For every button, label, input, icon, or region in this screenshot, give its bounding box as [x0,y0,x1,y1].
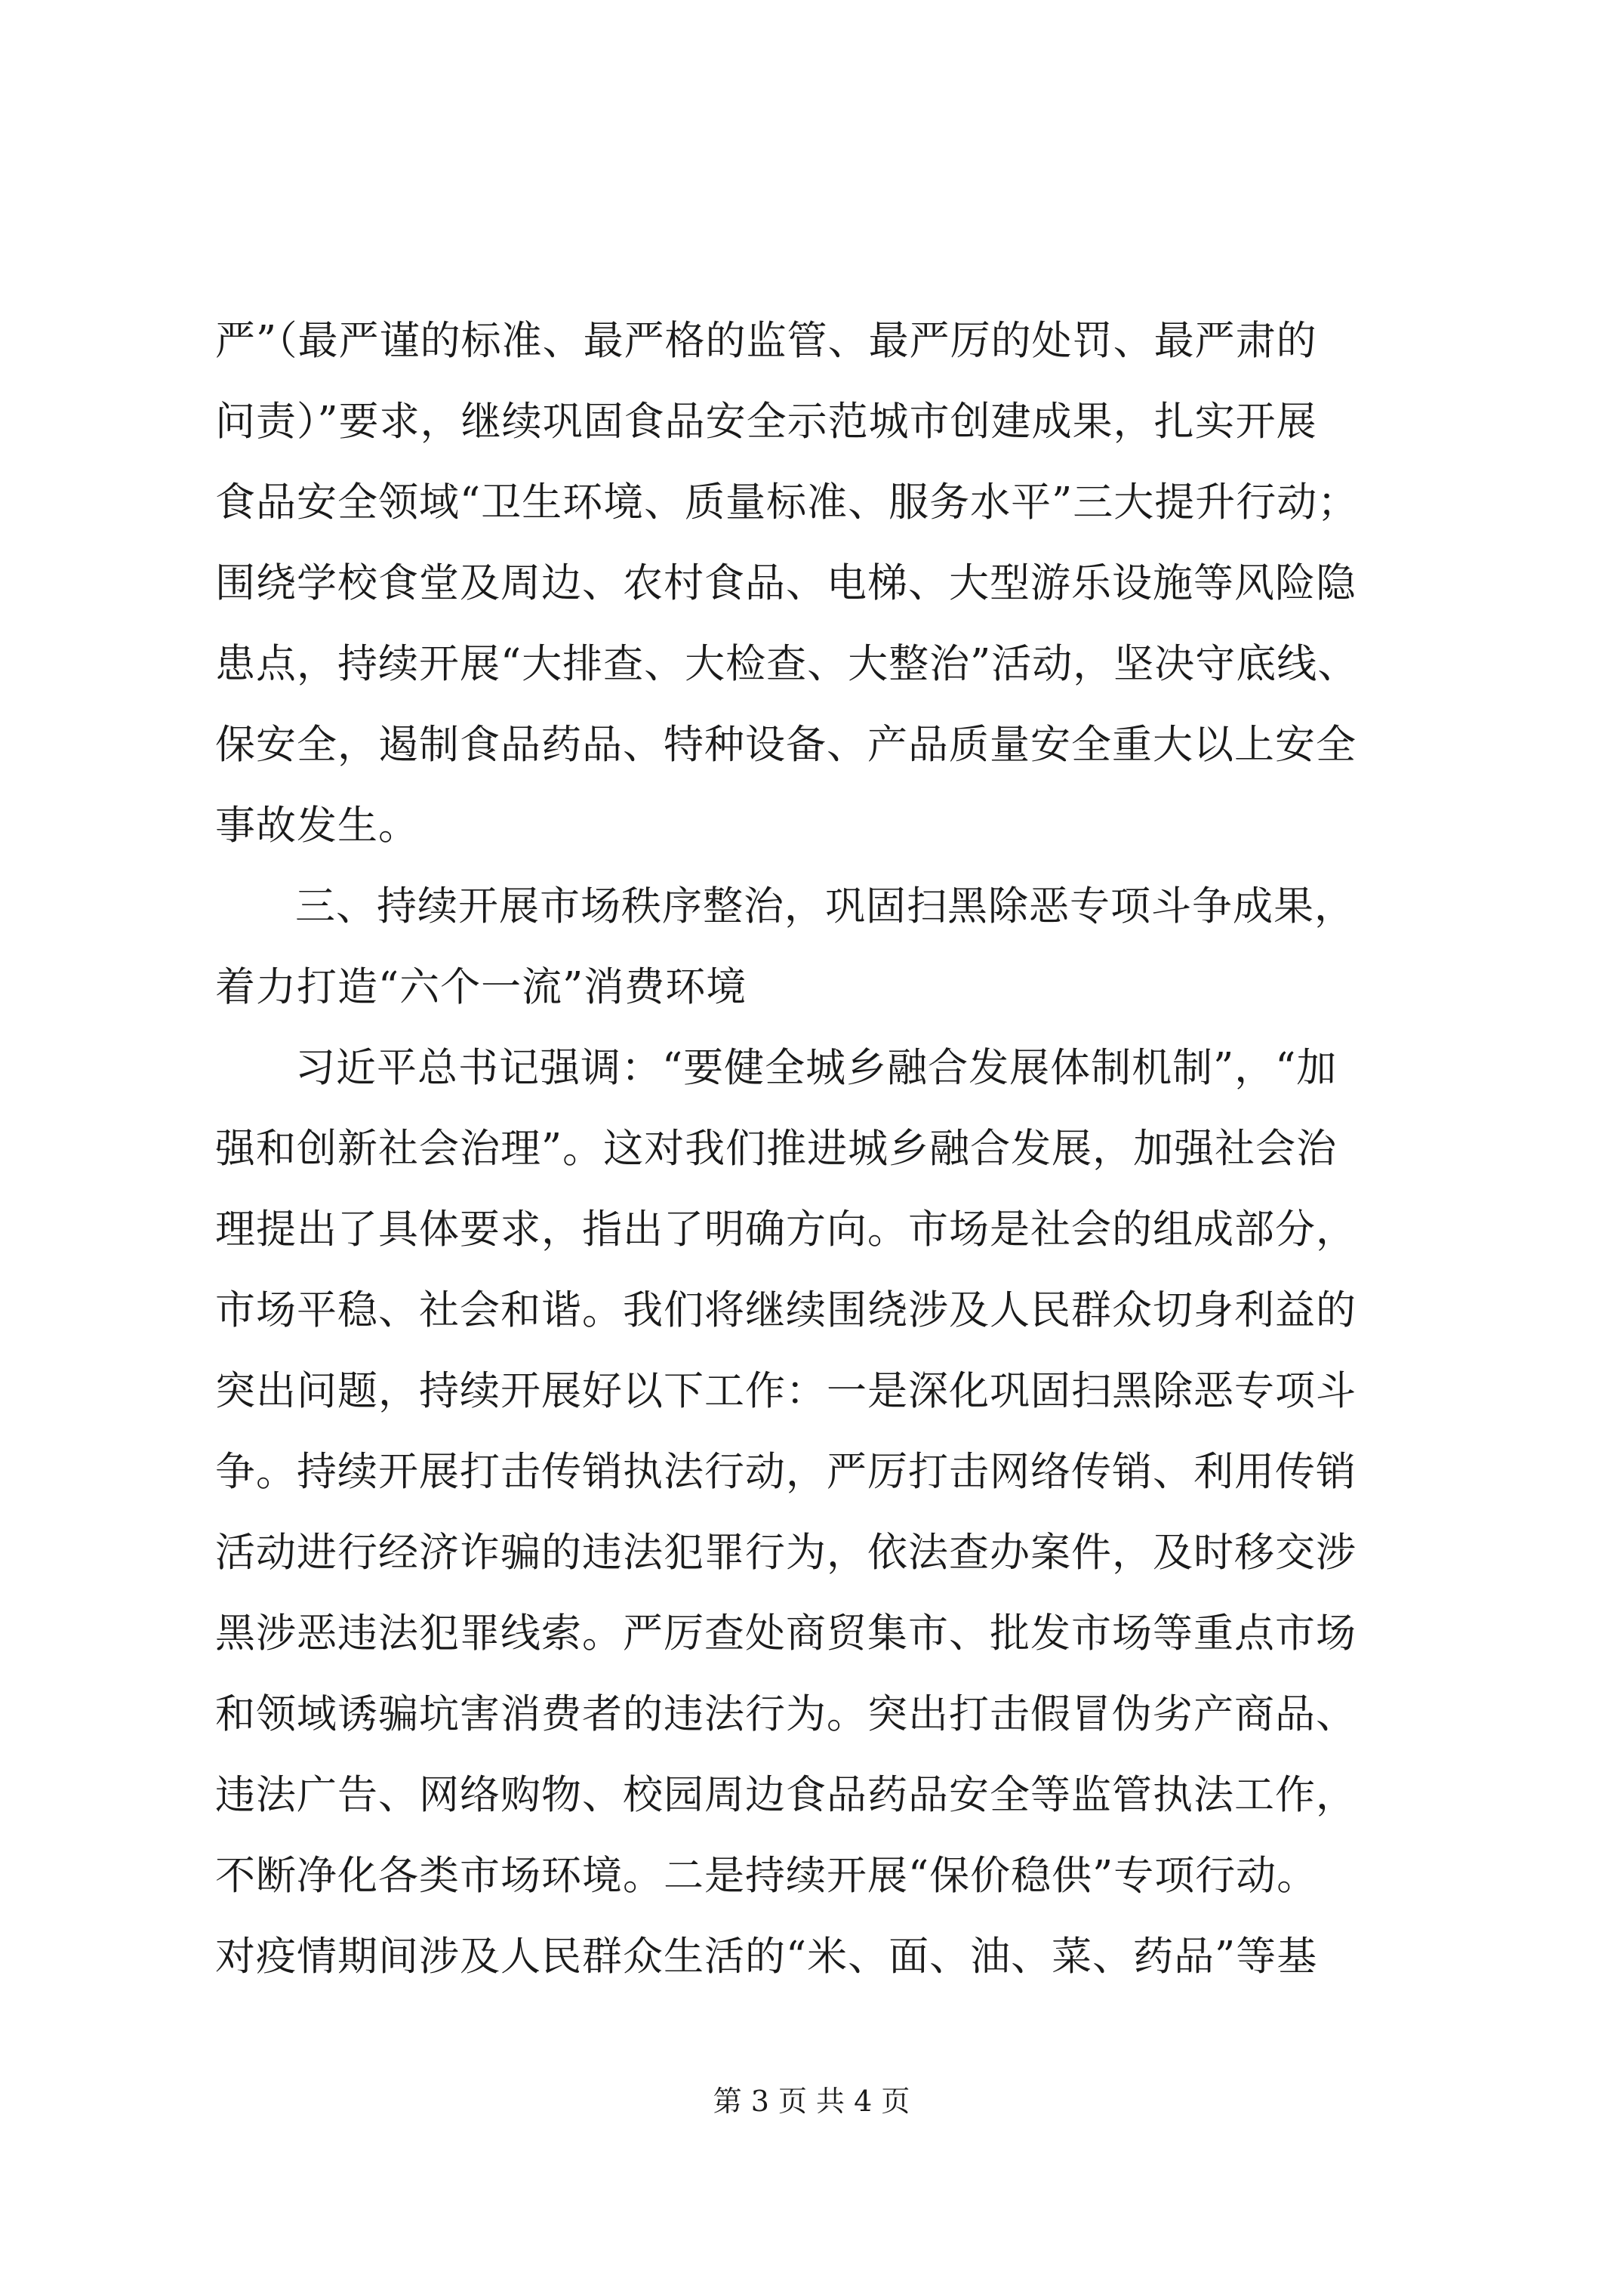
section-heading-line: 着力打造“六个一流”消费环境 [215,964,747,1010]
body-line: 不断净化各类市场环境。二是持续开展“保价稳供”专项行动。 [215,1853,1318,1899]
body-line: 食品安全领域“卫生环境、质量标准、服务水平”三大提升行动； [215,479,1359,525]
body-line: 保安全，遏制食品药品、特种设备、产品质量安全重大以上安全 [215,722,1357,768]
body-line: 严”（最严谨的标准、最严格的监管、最严厉的处罚、最严肃的 [215,318,1317,364]
body-line: 习近平总书记强调：“要健全城乡融合发展体制机制”，“加 [295,1045,1338,1091]
body-line: 对疫情期间涉及人民群众生活的“米、面、油、菜、药品”等基 [215,1934,1318,1980]
body-line: 市场平稳、社会和谐。我们将继续围绕涉及人民群众切身利益的 [215,1287,1357,1333]
body-line: 和领域诱骗坑害消费者的违法行为。突出打击假冒伪劣产商品、 [215,1691,1357,1737]
body-line: 事故发生。 [215,803,419,849]
body-line: 突出问题，持续开展好以下工作：一是深化巩固扫黑除恶专项斗 [215,1368,1357,1414]
body-line: 强和创新社会治理”。这对我们推进城乡融合发展，加强社会治 [215,1126,1338,1172]
body-line: 理提出了具体要求，指出了明确方向。市场是社会的组成部分， [215,1207,1357,1253]
body-line: 患点，持续开展“大排查、大检查、大整治”活动，坚决守底线、 [215,641,1359,687]
body-line: 活动进行经济诈骗的违法犯罪行为，依法查办案件，及时移交涉 [215,1530,1357,1576]
body-line: 问责）”要求，继续巩固食品安全示范城市创建成果，扎实开展 [215,399,1317,445]
body-line: 违法广告、网络购物、校园周边食品药品安全等监管执法工作， [215,1772,1357,1818]
document-body [215,300,1415,1997]
page-number-footer: 第 3 页 共 4 页 [713,2085,910,2118]
section-heading-line: 三、持续开展市场秩序整治，巩固扫黑除恶专项斗争成果， [295,883,1355,929]
body-line: 围绕学校食堂及周边、农村食品、电梯、大型游乐设施等风险隐 [215,560,1357,606]
body-line: 黑涉恶违法犯罪线索。严厉查处商贸集市、批发市场等重点市场 [215,1610,1357,1657]
body-line: 争。持续开展打击传销执法行动，严厉打击网络传销、利用传销 [215,1449,1357,1495]
